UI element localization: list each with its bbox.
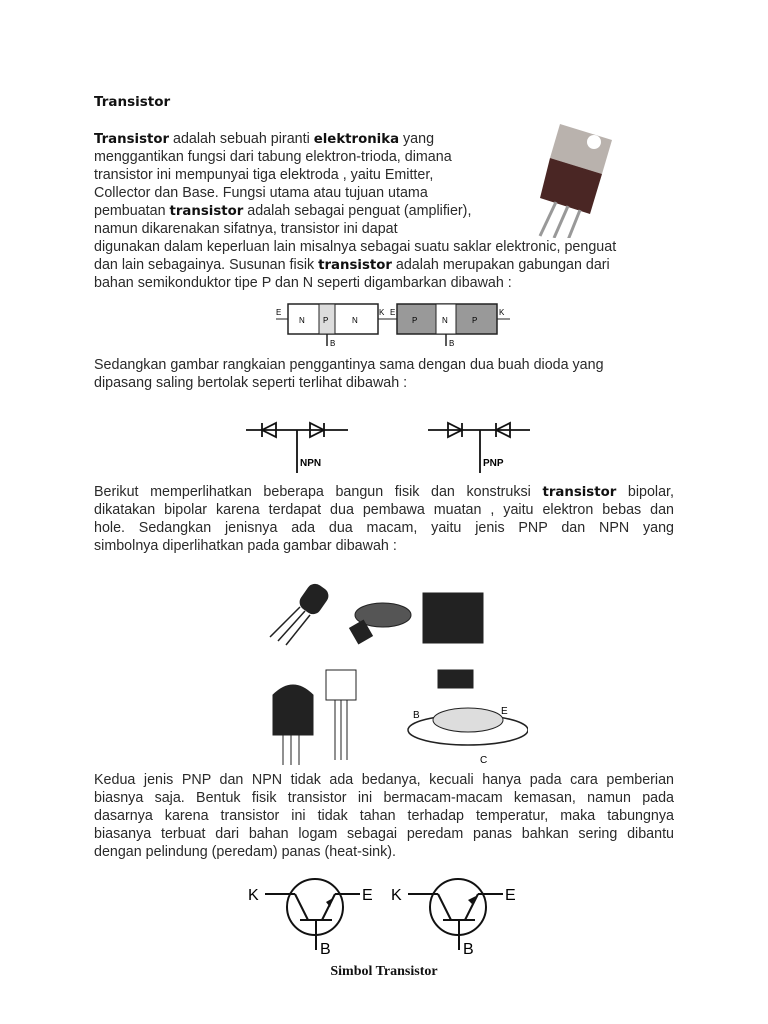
paragraph-line <box>94 166 433 184</box>
paragraph-line <box>94 771 674 789</box>
npn-n2-label: N <box>352 316 358 325</box>
paragraph-line <box>94 537 397 555</box>
package-e-label: E <box>501 706 508 717</box>
paragraph-line <box>94 238 616 256</box>
symbol-e-label-2: E <box>505 887 516 904</box>
text-run: adalah sebagai penguat (amplifier), <box>243 203 472 219</box>
text-run: yang <box>399 131 435 147</box>
text-run: hole. Sedangkan jenisnya ada dua macam, yaitu jenis PNP dan NPN yang <box>94 520 674 536</box>
package-b-label: B <box>413 710 420 721</box>
text-run: namun dikarenakan sifatnya, transistor ini dapat <box>94 221 398 237</box>
paragraph-line <box>94 148 452 166</box>
paragraph-line <box>94 807 674 825</box>
figure-caption: Simbol Transistor <box>330 964 438 979</box>
pnp-p1-label: P <box>412 316 418 325</box>
text-run: biasanya terbuat dari bahan logam sebagai peredam panas bahkan sering dibantu <box>94 826 674 842</box>
transistor-packages-image <box>258 575 528 765</box>
symbol-k-label-1: K <box>248 887 259 904</box>
page-title: Transistor <box>94 94 171 110</box>
paragraph-line <box>94 184 428 202</box>
text-run: digunakan dalam keperluan lain misalnya sebagai suatu saklar elektronic, penguat <box>94 239 617 255</box>
pnp-n-label: N <box>442 316 448 325</box>
to220-transistor-image <box>520 118 620 238</box>
npn-p-label: P <box>323 316 329 325</box>
text-run: Collector dan Base. Fungsi utama atau tujuan utama <box>94 185 428 201</box>
paragraph-line <box>94 483 674 502</box>
paragraph-line <box>94 825 674 843</box>
pnp-e-label: E <box>390 308 396 317</box>
text-run: Berikut memperlihatkan beberapa bangun fisik dan konstruksi <box>94 484 543 500</box>
text-run: Sedangkan gambar rangkaian penggantinya sama dengan dua buah dioda yang <box>94 357 604 373</box>
text-run: menggantikan fungsi dari tabung elektron-trioda, dimana <box>94 149 452 165</box>
paragraph-line <box>94 789 674 807</box>
bold-term: transistor <box>318 258 392 273</box>
bold-term: transistor <box>169 204 244 219</box>
text-run: dipasang saling bertolak seperti terlihat dibawah : <box>94 375 408 391</box>
bold-term: elektronika <box>313 132 400 147</box>
paragraph-line <box>94 202 471 221</box>
npn-e-label: E <box>276 308 282 317</box>
text-run: adalah sebuah piranti <box>169 131 314 147</box>
text-run: biasnya saja. Bentuk fisik transistor ini bermacam-macam kemasan, namun pada <box>94 790 674 806</box>
pn-junction-diagram <box>272 300 512 350</box>
bold-term: Transistor <box>94 132 170 147</box>
diode-equivalent-diagram <box>240 415 540 480</box>
text-run: dengan pelindung (peredam) panas (heat-sink). <box>94 844 397 860</box>
text-run: dasarnya karena transistor ini tidak tahan terhadap temperatur, maka tabungnya <box>94 808 674 824</box>
symbol-k-label-2: K <box>391 887 402 904</box>
paragraph-line <box>94 256 610 275</box>
text-run: pembuatan <box>94 203 170 219</box>
text-run: bahan semikonduktor tipe P dan N seperti digambarkan dibawah : <box>94 275 512 291</box>
npn-b-label: B <box>330 339 336 348</box>
package-c-label: C <box>480 755 488 765</box>
paragraph-line <box>94 374 407 392</box>
paragraph-line <box>94 356 604 374</box>
text-run: simbolnya diperlihatkan pada gambar dibawah : <box>94 538 397 554</box>
npn-k-label: K <box>379 308 385 317</box>
transistor-symbols <box>240 872 530 957</box>
text-run: transistor ini mempunyai tiga elektroda , yaitu Emitter, <box>94 167 434 183</box>
symbol-b-label-2: B <box>463 941 474 957</box>
symbol-e-label-1: E <box>362 887 373 904</box>
text-run: dikatakan bipolar karena terdapat dua pembawa muatan , yaitu elektron bebas dan <box>94 502 674 518</box>
paragraph-line <box>94 519 674 537</box>
paragraph-line <box>94 130 434 149</box>
bold-term: transistor <box>542 485 617 500</box>
text-run: dan lain sebagainya. Susunan fisik <box>94 257 319 273</box>
paragraph-line <box>94 843 396 861</box>
paragraph-line <box>94 274 512 292</box>
pnp-label: PNP <box>483 458 504 469</box>
paragraph-line <box>94 501 674 519</box>
npn-label: NPN <box>300 458 322 469</box>
text-run: Kedua jenis PNP dan NPN tidak ada bedanya, kecuali hanya pada cara pemberian <box>94 772 674 788</box>
npn-n1-label: N <box>299 316 305 325</box>
paragraph-line <box>94 220 398 238</box>
pnp-b-label: B <box>449 339 455 348</box>
symbol-b-label-1: B <box>320 941 331 957</box>
pnp-k-label: K <box>499 308 505 317</box>
pnp-p2-label: P <box>472 316 478 325</box>
text-run: bipolar, <box>616 484 674 500</box>
text-run: adalah merupakan gabungan dari <box>391 257 610 273</box>
